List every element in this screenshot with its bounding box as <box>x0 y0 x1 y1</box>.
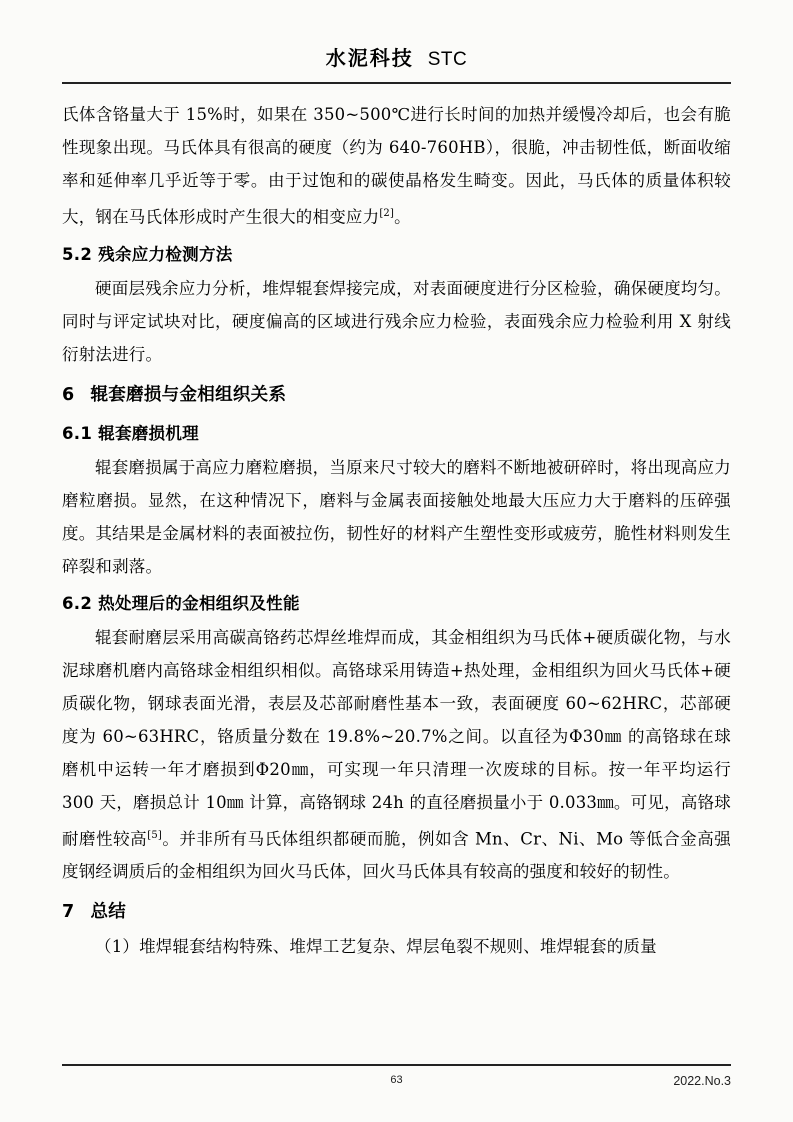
heading-6 <box>62 377 731 413</box>
heading-5-2-title: 残余应力检测方法 <box>98 244 233 264</box>
footer-divider <box>62 1064 731 1066</box>
heading-6-2-title: 热处理后的金相组织及性能 <box>98 593 300 613</box>
heading-5-2-number: 5.2 <box>62 244 93 264</box>
heading-5-2 <box>62 238 731 272</box>
heading-6-1-title: 辊套磨损机理 <box>98 423 199 443</box>
paragraph-continuation-text: 氏体含铬量大于 15%时，如果在 350~500℃进行长时间的加热并缓慢冷却后，也会有脆性现象出现。马氏体具有很高的硬度（约为 640-760HB），很脆，冲击韧性低，断面收缩率和延伸率几乎近等于零。由于过饱和的碳使晶格发生畸变。因此，马氏体的质量体积较大，钢在马氏体形成时产生很大的相变应力 <box>62 105 731 227</box>
paragraph-6-2-1 <box>62 621 731 889</box>
heading-6-1-number: 6.1 <box>62 423 93 443</box>
heading-6-title: 辊套磨损与金相组织关系 <box>90 384 287 405</box>
heading-7-number: 7 <box>62 902 75 922</box>
heading-6-2-number: 6.2 <box>62 593 93 613</box>
page-number: 63 <box>390 1074 403 1086</box>
paragraph-continuation <box>62 98 731 234</box>
paragraph-continuation-tail: 。 <box>394 207 411 227</box>
paragraph-6-1-1: 辊套磨损属于高应力磨粒磨损，当原来尺寸较大的磨料不断地被研碎时，将出现高应力磨粒磨损。显然，在这种情况下，磨料与金属表面接触处地最大压应力大于磨料的压碎强度。其结果是金属材料的表面被拉伤，韧性好的材料产生塑性变形或疲劳，脆性材料则发生碎裂和剥落。 <box>62 457 731 576</box>
paragraph-6-2-1-tail: 。并非所有马氏体组织都硬而脆，例如含 Mn、Cr、Ni、Mo 等低合金高强度钢经调质后的金相组织为回火马氏体，回火马氏体具有较高的强度和较好的韧性。 <box>62 829 732 881</box>
page-header <box>0 0 793 76</box>
heading-7-title: 总结 <box>90 902 127 922</box>
reference-marker-2: [2] <box>379 208 395 219</box>
paragraph-5-2-1: 硬面层残余应力分析，堆焊辊套焊接完成，对表面硬度进行分区检验，确保硬度均匀。同时与评定试块对比，硬度偏高的区域进行残余应力检验，表面残余应力检验利用 X 射线衍射法进行。 <box>62 278 731 364</box>
journal-title: 水泥科技 <box>325 46 414 70</box>
heading-6-number: 6 <box>62 384 75 405</box>
page-footer <box>62 1074 731 1094</box>
issue-label: 2022.No.3 <box>673 1074 731 1088</box>
heading-6-1 <box>62 417 731 451</box>
paragraph-6-2-1-text: 辊套耐磨层采用高碳高铬药芯焊丝堆焊而成，其金相组织为马氏体+硬质碳化物，与水泥球磨机磨内高铬球金相组织相似。高铬球采用铸造+热处理，金相组织为回火马氏体+硬质碳化物，钢球表面光滑，表层及芯部耐磨性基本一致，表面硬度 60~62HRC，芯部硬度为 60~63HRC，铬质量分数在 19.8%~20.7%之间。以直径为Φ30㎜ 的高铬球在球磨机中运转一年才磨损到Φ20㎜，可实现一年只清理一次废球的目标。按一年平均运行 300 天，磨损总计 10㎜ 计算，高铬钢球 24h 的直径磨损量小于 0.033㎜。可见，高铬球耐磨性较高 <box>62 627 731 848</box>
page-content <box>62 84 731 963</box>
journal-title-abbrev: STC <box>427 49 468 70</box>
paragraph-7-1: （1）堆焊辊套结构特殊、堆焊工艺复杂、焊层龟裂不规则、堆焊辊套的质量 <box>95 937 657 956</box>
reference-marker-5: [5] <box>147 829 162 841</box>
heading-6-2 <box>62 587 731 621</box>
heading-7 <box>62 894 731 930</box>
